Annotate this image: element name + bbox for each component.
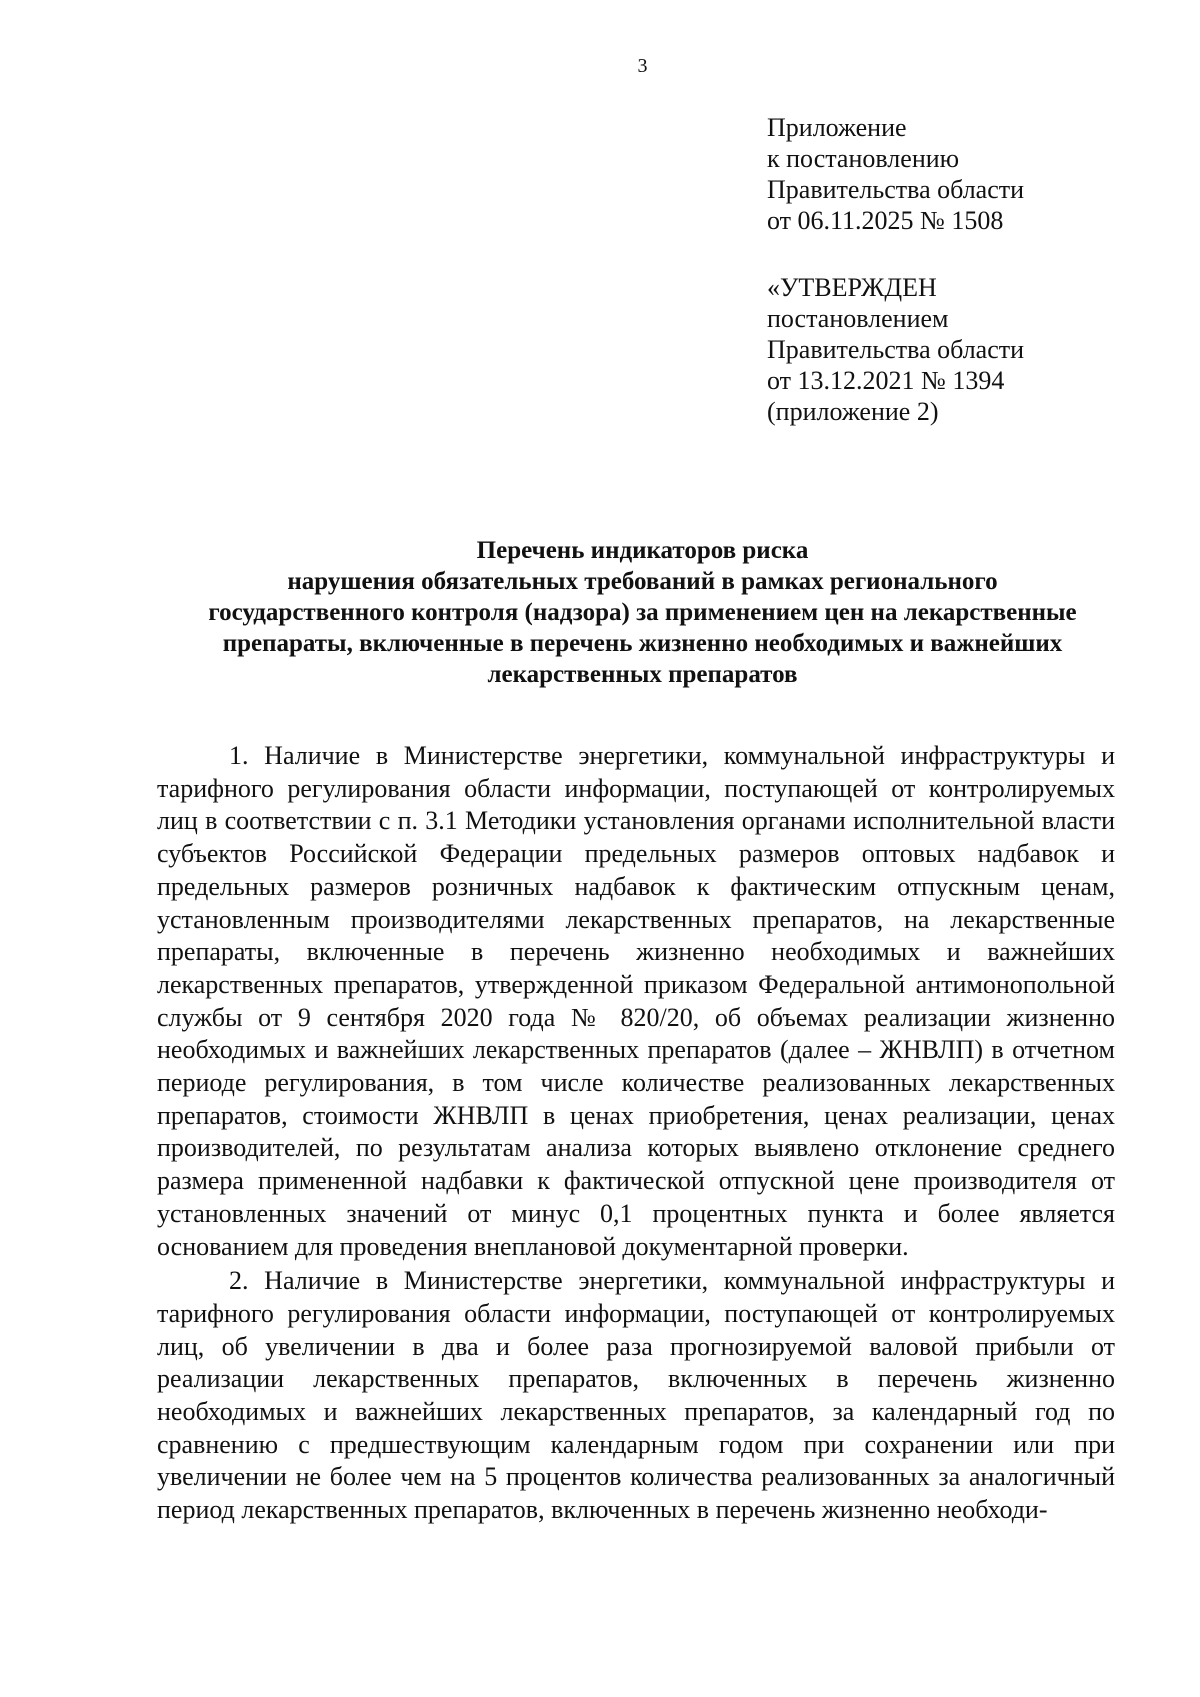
document-title bbox=[150, 535, 1135, 690]
appendix-line: Приложение bbox=[767, 113, 907, 142]
appendix-line: Правительства области bbox=[767, 175, 1025, 204]
title-line: лекарственных препаратов bbox=[487, 661, 798, 688]
appendix-reference bbox=[767, 112, 1024, 236]
approval-stamp bbox=[767, 272, 1024, 427]
title-line: нарушения обязательных требований в рамках регионального bbox=[287, 568, 998, 595]
appendix-line: от 06.11.2025 № 1508 bbox=[767, 206, 1004, 235]
paragraph-1: 1. Наличие в Министерстве энергетики, коммунальной инфраструктуры и тарифного регулирования области информации, поступающей от контролируемых лиц в соответствии с п. 3.1 Методики установления органами исполнительной власти субъектов Российской Федерации предельных размеров оптовых надбавок и предельных размеров розничных надбавок к фактическим отпускным ценам, установленным производителями лекарственных препаратов, на лекарственные препараты, включенные в перечень жизненно необходимых и важнейших лекарственных препаратов, утвержденной приказом Федеральной антимонопольной службы от 9 сентября 2020 года № 820/20, об объемах реализации жизненно необходимых и важнейших лекарственных препаратов (далее – ЖНВЛП) в отчетном периоде регулирования, в том числе количестве реализованных лекарственных препаратов, стоимости ЖНВЛП в ценах приобретения, ценах реализации, ценах производителей, по результатам анализа которых выявлено отклонение среднего размера примененной надбавки к фактической отпускной цене производителя от установленных значений от минус 0,1 процентных пункта и более является основанием для проведения внеплановой документарной проверки. bbox=[157, 741, 1115, 1261]
approved-line: (приложение 2) bbox=[767, 397, 939, 426]
appendix-line: к постановлению bbox=[767, 144, 960, 173]
approved-line: от 13.12.2021 № 1394 bbox=[767, 366, 1005, 395]
paragraph-2: 2. Наличие в Министерстве энергетики, коммунальной инфраструктуры и тарифного регулирования области информации, поступающей от контролируемых лиц, об увеличении в два и более раза прогнозируемой валовой прибыли от реализации лекарственных препаратов, включенных в перечень жизненно необходимых и важнейших лекарственных препаратов, за календарный год по сравнению с предшествующим календарным годом при сохранении или при увеличении не более чем на 5 процентов количества реализованных за аналогичный период лекарственных препаратов, включенных в перечень жизненно необходи- bbox=[157, 1266, 1115, 1525]
approved-line: постановлением bbox=[767, 304, 949, 333]
document-body bbox=[157, 740, 1115, 1527]
page-number: 3 bbox=[637, 55, 648, 77]
title-line: Перечень индикаторов риска bbox=[476, 537, 809, 564]
approved-line: Правительства области bbox=[767, 335, 1025, 364]
title-line: препараты, включенные в перечень жизненно необходимых и важнейших bbox=[222, 630, 1063, 657]
title-line: государственного контроля (надзора) за применением цен на лекарственные bbox=[208, 599, 1077, 626]
approved-line: «УТВЕРЖДЕН bbox=[767, 273, 937, 302]
